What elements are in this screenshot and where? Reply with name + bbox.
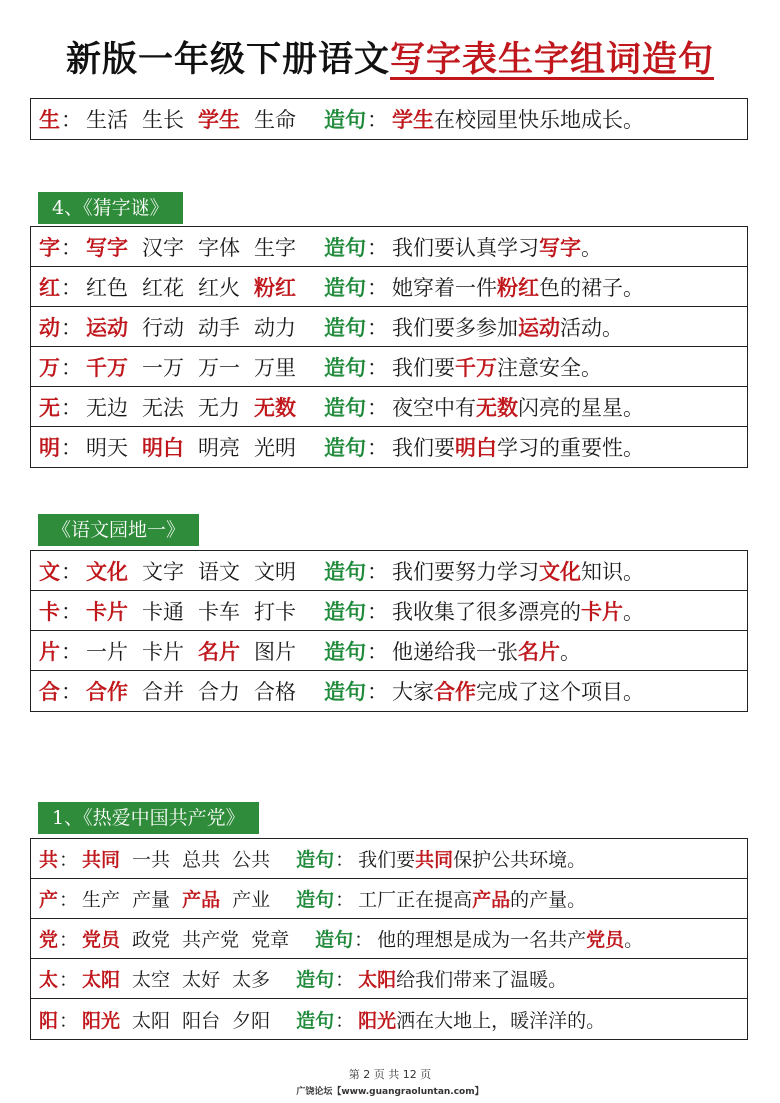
example-sentence: [392, 312, 623, 342]
colon: ：: [61, 436, 82, 460]
word-item: 阳台: [182, 1009, 221, 1032]
word-item: 太好: [182, 969, 221, 991]
word-list: [86, 104, 310, 134]
word-item: 合力: [198, 680, 240, 704]
word-item: 动手: [198, 315, 240, 340]
colon: ：: [59, 929, 79, 951]
example-sentence: [392, 392, 644, 422]
sentence-part: 活动。: [560, 315, 623, 340]
word-list: [86, 432, 310, 462]
word-item: 文明: [254, 559, 296, 584]
colon: ：: [61, 315, 82, 340]
target-character: 片: [39, 638, 60, 664]
example-sentence: [392, 596, 644, 626]
sentence-label: 造句: [324, 435, 366, 460]
word-list: [86, 312, 310, 342]
example-sentence: [377, 925, 643, 952]
sentence-part: 我们要努力学习: [392, 559, 539, 584]
target-character: 共: [39, 849, 59, 871]
target-character: 动: [39, 314, 60, 340]
sentence-part: 。: [624, 929, 644, 951]
sentence-part: 保护公共环境。: [453, 849, 587, 871]
word-item: 一共: [132, 849, 171, 871]
target-character: 生: [39, 107, 60, 132]
colon: ：: [61, 395, 82, 420]
sentence-part: 的产量。: [510, 889, 587, 911]
word-item: 合作: [86, 679, 128, 704]
sentence-label: 造句: [324, 638, 366, 664]
word-item: 明亮: [198, 436, 240, 460]
sentence-part: 我们要多参加: [392, 315, 518, 340]
word-item: 无力: [198, 395, 240, 420]
colon: ：: [61, 680, 82, 704]
example-sentence: [392, 432, 644, 462]
word-item: 生字: [254, 235, 296, 260]
sentence-part: 学生: [392, 107, 434, 132]
target-character: 字: [39, 234, 60, 260]
target-character: 产: [39, 889, 59, 911]
example-sentence: [392, 272, 644, 302]
sentence-part: 他递给我一张: [392, 639, 518, 664]
word-list: [86, 556, 310, 586]
target-character: 太: [39, 969, 59, 991]
example-sentence: [358, 965, 567, 992]
word-item: 红火: [198, 275, 240, 300]
sentence-part: 合作: [434, 679, 476, 704]
sentence-label: 造句: [296, 969, 335, 991]
word-item: 生命: [254, 108, 296, 132]
sentence-part: 文化: [539, 558, 581, 584]
target-character: 文: [39, 558, 60, 584]
example-sentence: [392, 556, 644, 586]
word-item: 太多: [232, 969, 271, 991]
colon: ：: [335, 1009, 355, 1032]
word-item: 无数: [254, 394, 296, 420]
target-character: 党: [39, 929, 59, 951]
sentence-part: 共同: [415, 849, 454, 871]
site-footer: 广饶论坛【www.guangraoluntan.com】: [296, 1087, 484, 1097]
sentence-part: 运动: [518, 314, 560, 340]
sentence-part: 给我们带来了温暖。: [396, 969, 568, 991]
word-list: [86, 392, 310, 422]
word-list: [86, 352, 310, 382]
section-heading: 1、《热爱中国共产党》: [38, 802, 259, 834]
table-row: [31, 551, 747, 591]
word-item: 卡通: [142, 599, 184, 624]
word-item: 生活: [86, 108, 128, 132]
colon: ：: [367, 680, 388, 704]
sentence-label: 造句: [324, 314, 366, 340]
colon: ：: [61, 275, 82, 300]
table-row: [31, 999, 747, 1039]
colon: ：: [59, 849, 79, 871]
target-character: 万: [39, 354, 60, 380]
colon: ：: [367, 315, 388, 340]
word-item: 无边: [86, 395, 128, 420]
word-item: 产品: [182, 889, 221, 911]
colon: ：: [367, 275, 388, 300]
sentence-part: 太阳: [358, 969, 397, 991]
word-list: [82, 845, 282, 872]
sentence-part: 。: [560, 639, 581, 664]
word-item: 运动: [86, 314, 128, 340]
word-item: 总共: [182, 849, 221, 871]
word-item: 卡车: [198, 599, 240, 624]
word-item: 卡片: [86, 598, 128, 624]
word-item: 学生: [198, 107, 240, 132]
word-item: 千万: [86, 354, 128, 380]
sentence-part: 我们要: [358, 849, 416, 871]
word-item: 太空: [132, 969, 171, 991]
word-list: [86, 596, 310, 626]
table-row: [31, 267, 747, 307]
sentence-part: 我们要: [392, 355, 455, 380]
example-sentence: [392, 636, 581, 666]
word-list: [86, 272, 310, 302]
colon: ：: [367, 108, 388, 132]
sentence-label: 造句: [296, 849, 335, 871]
table-row: [31, 959, 747, 999]
word-list: [86, 232, 310, 262]
sentence-part: 注意安全。: [497, 355, 602, 380]
sentence-part: 。: [623, 599, 644, 624]
word-list: [86, 676, 310, 706]
target-character: 明: [39, 435, 60, 460]
colon: ：: [335, 889, 355, 911]
colon: ：: [367, 436, 388, 460]
word-item: 共产党: [182, 929, 240, 951]
sentence-part: 我们要认真学习: [392, 235, 539, 260]
table-row: [31, 919, 747, 959]
colon: ：: [61, 639, 82, 664]
colon: ：: [367, 559, 388, 584]
sentence-part: 写字: [539, 234, 581, 260]
colon: ：: [335, 969, 355, 991]
sentence-label: 造句: [296, 889, 335, 911]
colon: ：: [367, 395, 388, 420]
sentence-part: 学习的重要性。: [497, 436, 644, 460]
word-item: 共同: [82, 849, 121, 871]
target-character: 阳: [39, 1009, 59, 1032]
colon: ：: [367, 639, 388, 664]
table-row: [31, 99, 747, 139]
sentence-part: 无数: [476, 394, 518, 420]
sentence-label: 造句: [324, 679, 366, 704]
target-character: 合: [39, 679, 60, 704]
table-row: [31, 227, 747, 267]
word-item: 生长: [142, 108, 184, 132]
sentence-label: 造句: [324, 234, 366, 260]
sentence-part: 产品: [472, 889, 511, 911]
sentence-part: 明白: [455, 435, 497, 460]
table-row: [31, 591, 747, 631]
sentence-label: 造句: [315, 929, 354, 951]
table-row: [31, 839, 747, 879]
word-list: [82, 885, 282, 912]
sentence-part: 知识。: [581, 559, 644, 584]
colon: ：: [367, 355, 388, 380]
word-list: [86, 636, 310, 666]
table-row: [31, 387, 747, 427]
word-item: 红花: [142, 275, 184, 300]
example-sentence: [392, 676, 644, 706]
vocab-table: [30, 838, 748, 1040]
title-part-2: 写字表生字组词造句: [390, 39, 715, 80]
sentence-part: 他的理想是成为一名共产: [377, 929, 587, 951]
word-item: 产量: [132, 889, 171, 911]
word-item: 汉字: [142, 235, 184, 260]
example-sentence: [392, 104, 644, 134]
word-item: 公共: [232, 849, 271, 871]
word-item: 行动: [142, 315, 184, 340]
target-character: 红: [39, 274, 60, 300]
word-item: 明白: [142, 435, 184, 460]
sentence-part: 我收集了很多漂亮的: [392, 599, 581, 624]
sentence-label: 造句: [324, 558, 366, 584]
page-number: 第 2 页 共 12 页: [348, 1068, 432, 1081]
word-item: 产业: [232, 889, 271, 911]
colon: ：: [59, 889, 79, 911]
example-sentence: [392, 232, 602, 262]
table-row: [31, 307, 747, 347]
word-item: 政党: [132, 929, 171, 951]
sentence-part: 夜空中有: [392, 395, 476, 420]
sentence-part: 工厂正在提高: [358, 889, 473, 911]
section-heading: 《语文园地一》: [38, 514, 199, 546]
colon: ：: [59, 1009, 79, 1032]
example-sentence: [358, 845, 586, 872]
colon: ：: [354, 929, 374, 951]
word-item: 粉红: [254, 274, 296, 300]
word-item: 明天: [86, 436, 128, 460]
word-item: 光明: [254, 436, 296, 460]
target-character: 无: [39, 394, 60, 420]
word-item: 动力: [254, 315, 296, 340]
vocab-table: [30, 226, 748, 468]
page-title: [0, 32, 780, 82]
sentence-part: 在校园里快乐地成长。: [434, 108, 644, 132]
colon: ：: [61, 235, 82, 260]
colon: ：: [61, 355, 82, 380]
sentence-part: 千万: [455, 354, 497, 380]
example-sentence: [358, 885, 586, 912]
colon: ：: [61, 108, 82, 132]
colon: ：: [59, 969, 79, 991]
sentence-part: 阳光: [358, 1009, 397, 1032]
sentence-label: 造句: [324, 274, 366, 300]
word-item: 图片: [254, 639, 296, 664]
colon: ：: [367, 599, 388, 624]
sentence-part: 完成了这个项目。: [476, 680, 644, 704]
sentence-part: 名片: [518, 638, 560, 664]
vocab-table: [30, 98, 748, 140]
word-item: 打卡: [254, 599, 296, 624]
sentence-part: 粉红: [497, 274, 539, 300]
sentence-part: 她穿着一件: [392, 275, 497, 300]
sentence-part: 。: [581, 235, 602, 260]
sentence-part: 闪亮的星星。: [518, 395, 644, 420]
sentence-part: 洒在大地上，暖洋洋的。: [396, 1009, 606, 1032]
word-item: 卡片: [142, 639, 184, 664]
sentence-label: 造句: [324, 107, 366, 132]
example-sentence: [358, 1006, 605, 1033]
section-heading: 4、《猜字谜》: [38, 192, 183, 224]
sentence-label: 造句: [324, 598, 366, 624]
title-part-1: 新版一年级下册语文: [65, 39, 390, 80]
sentence-part: 我们要: [392, 436, 455, 460]
word-item: 写字: [86, 234, 128, 260]
colon: ：: [335, 849, 355, 871]
sentence-label: 造句: [324, 354, 366, 380]
word-item: 字体: [198, 235, 240, 260]
sentence-part: 卡片: [581, 598, 623, 624]
target-character: 卡: [39, 598, 60, 624]
table-row: [31, 631, 747, 671]
table-row: [31, 347, 747, 387]
word-item: 合格: [254, 680, 296, 704]
word-item: 太阳: [82, 969, 121, 991]
word-item: 文化: [86, 558, 128, 584]
word-list: [82, 965, 282, 992]
word-list: [82, 925, 301, 952]
word-item: 阳光: [82, 1009, 121, 1032]
vocab-table: [30, 550, 748, 712]
word-item: 万一: [198, 355, 240, 380]
table-row: [31, 427, 747, 467]
colon: ：: [61, 599, 82, 624]
sentence-label: 造句: [324, 394, 366, 420]
word-item: 太阳: [132, 1009, 171, 1032]
sentence-part: 色的裙子。: [539, 275, 644, 300]
word-item: 名片: [198, 638, 240, 664]
word-item: 文字: [142, 559, 184, 584]
word-item: 万里: [254, 355, 296, 380]
sentence-part: 大家: [392, 680, 434, 704]
table-row: [31, 671, 747, 711]
word-item: 夕阳: [232, 1009, 271, 1032]
word-item: 党员: [82, 929, 121, 951]
word-list: [82, 1006, 282, 1033]
sentence-part: 党员: [586, 929, 625, 951]
word-item: 无法: [142, 395, 184, 420]
word-item: 红色: [86, 275, 128, 300]
example-sentence: [392, 352, 602, 382]
word-item: 语文: [198, 559, 240, 584]
word-item: 党章: [251, 929, 290, 951]
word-item: 合并: [142, 680, 184, 704]
word-item: 一万: [142, 355, 184, 380]
table-row: [31, 879, 747, 919]
sentence-label: 造句: [296, 1009, 335, 1032]
colon: ：: [367, 235, 388, 260]
word-item: 生产: [82, 889, 121, 911]
colon: ：: [61, 559, 82, 584]
word-item: 一片: [86, 639, 128, 664]
